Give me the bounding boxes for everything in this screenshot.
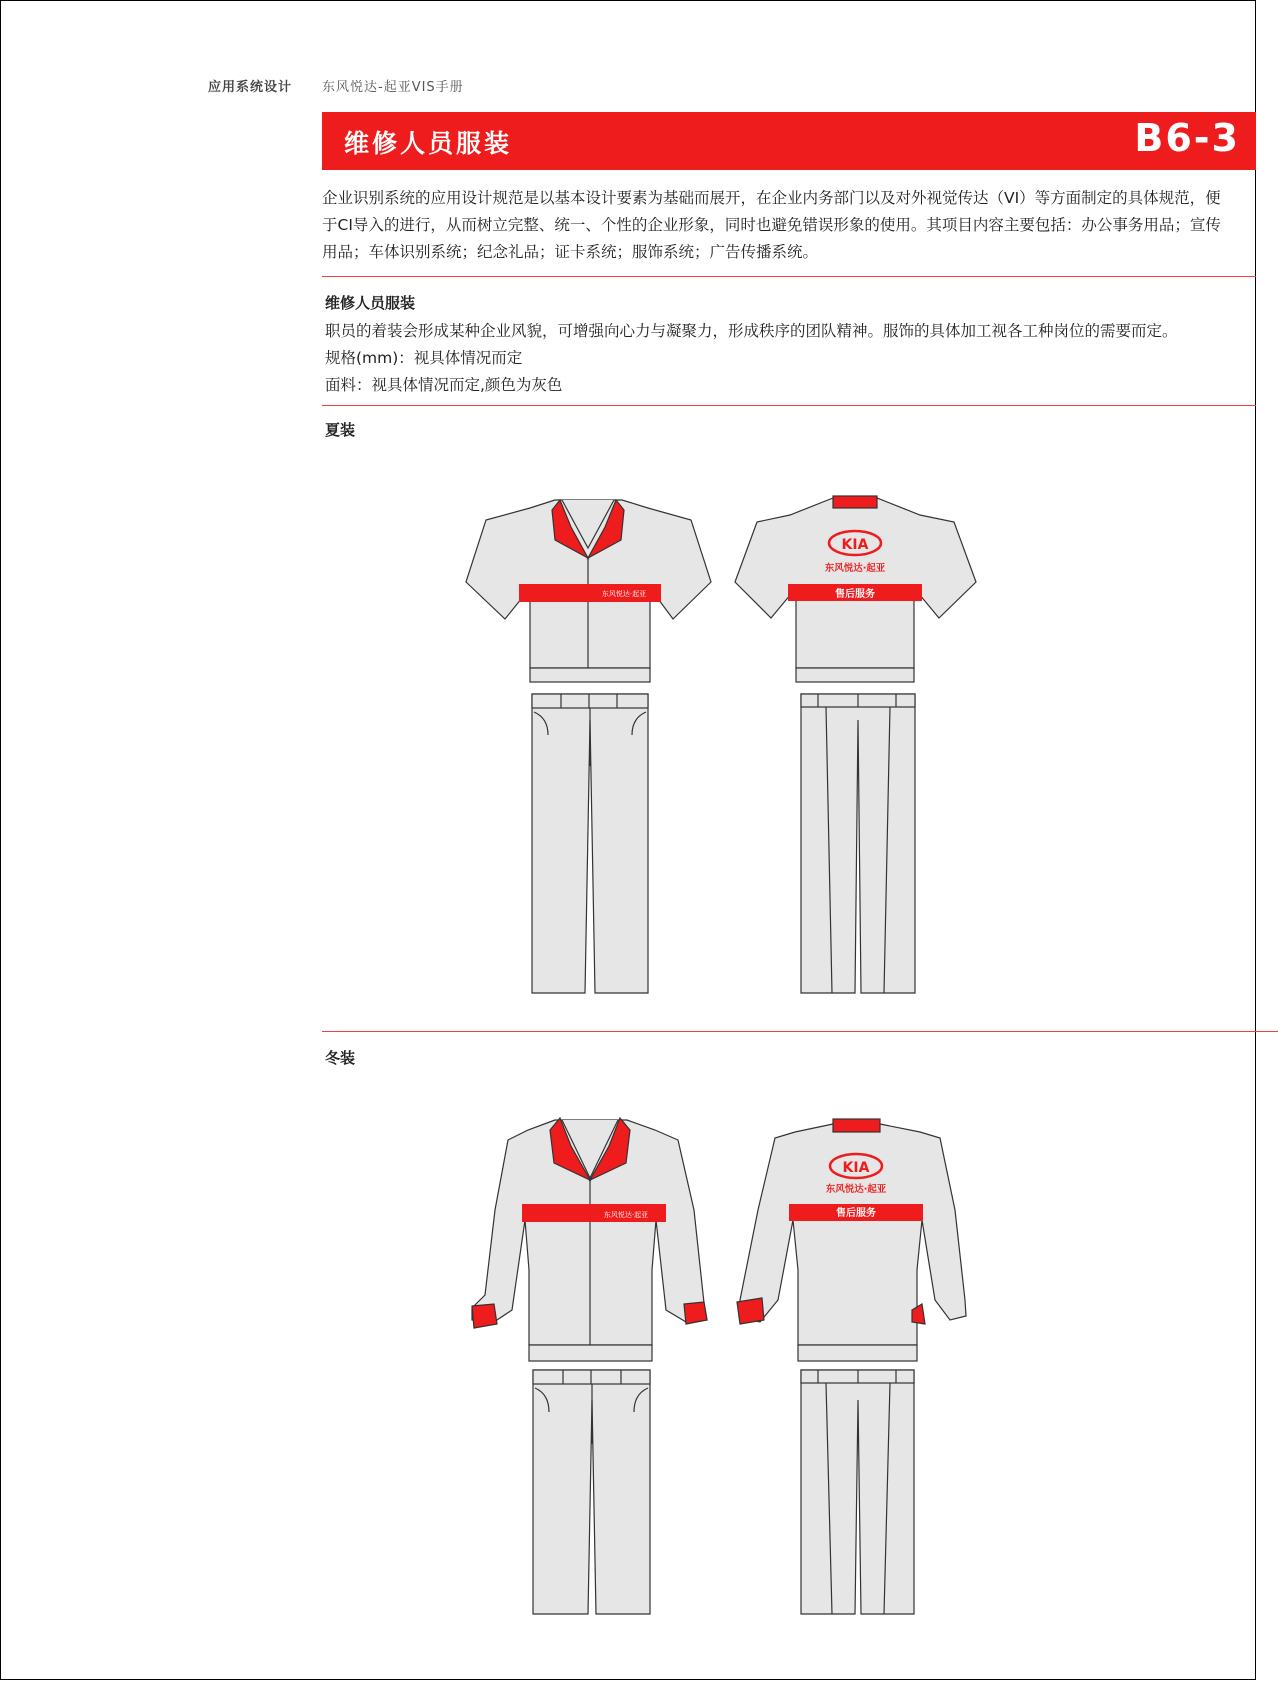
winter-back-brand: 东风悦达·起亚 [825,1184,887,1195]
winter-back-jacket [737,1119,966,1361]
winter-front-pants [533,1370,650,1614]
page-code: B6-3 [1134,116,1240,160]
winter-front-logo: 东风悦达·起亚 [603,1211,649,1219]
intro-paragraph: 企业识别系统的应用设计规范是以基本设计要素为基础而展开，在企业内务部门以及对外视觉传达（VI）等方面制定的具体规范，便于CI导入的进行，从而树立完整、统一、个性的企业形象，同时也避免错误形象的使用。其项目内容主要包括：办公事务用品；宣传用品；车体识别系统；纪念礼品；证卡系统；服饰系统；广告传播系统。 [322,189,1221,261]
winter-back-kia-logo: KIA [842,1160,870,1176]
summer-front-pants [532,694,648,993]
summer-front-shirt [466,500,711,682]
summer-label: 夏装 [325,421,356,439]
winter-label: 冬装 [325,1049,356,1067]
details-material: 面料：视具体情况而定,颜色为灰色 [325,376,563,394]
details-description: 职员的着装会形成某种企业风貌，可增强向心力与凝聚力，形成秩序的团队精神。服饰的具体加工视各工种岗位的需要而定。 [325,322,1178,340]
winter-front-jacket [472,1118,707,1361]
summer-front-logo: 东风悦达·起亚 [601,590,647,598]
winter-back-stripe-text: 售后服务 [836,1208,876,1219]
summer-back-kia-logo: KIA [841,537,869,553]
summer-back-pants [801,694,915,993]
winter-back-pants [801,1370,914,1614]
page-title: 维修人员服装 [344,129,513,158]
summer-back-stripe-text: 售后服务 [835,589,875,600]
header-book-title: 东风悦达-起亚VIS手册 [322,80,464,95]
details-title: 维修人员服装 [325,294,416,312]
divider-3 [322,1031,1278,1032]
header-section-label: 应用系统设计 [208,80,293,95]
summer-back-brand: 东风悦达·起亚 [824,563,886,574]
details-spec: 规格(mm)：视具体情况而定 [325,349,523,367]
